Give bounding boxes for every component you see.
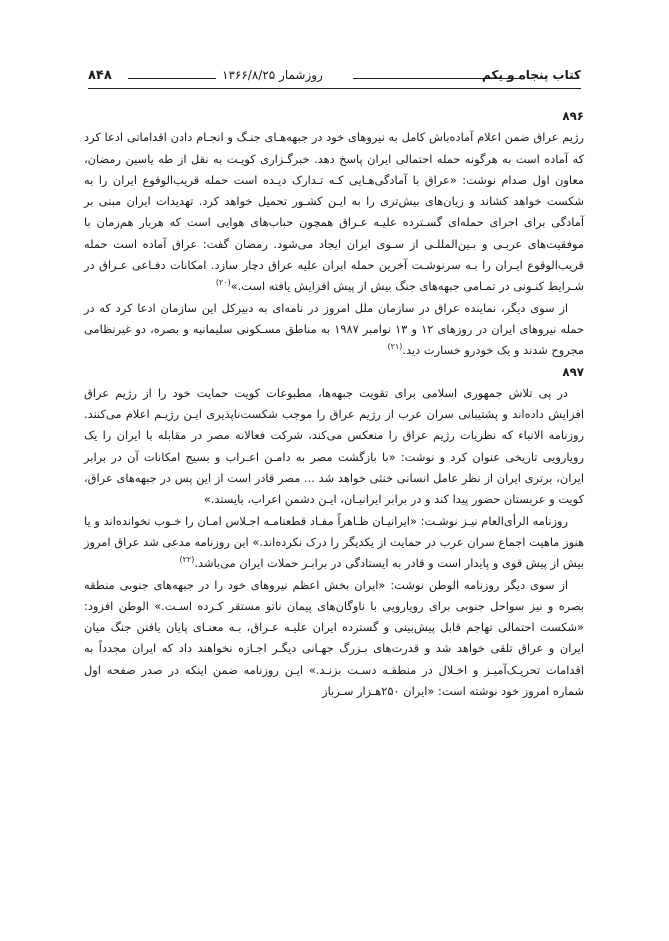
paragraph-text: از سوی دیگر، نماینده عراق در سازمان ملل امروز در نامه‌ای به دبیرکل این سازمان ادعا کرد که در حمله نیروهای ایران در روزهای ۱۲ و ۱۳ نوامبر ۱۹۸۷ به مناطق مسـکونی سلیمانیه و بصره، دو غیرنظامی مجروح شدند و یک خودرو خسارت دید. — [84, 300, 584, 358]
paragraph — [84, 127, 584, 297]
paragraph — [84, 575, 584, 703]
page-header — [88, 68, 581, 90]
page-number: ۸۴۸ — [88, 68, 112, 83]
footnote-ref: (۲۰) — [215, 278, 231, 288]
footnote-ref: (۲۲) — [179, 555, 195, 565]
entry-number: ۸۹۶ — [562, 109, 584, 123]
paragraph — [84, 383, 584, 511]
entry-section — [84, 106, 584, 362]
paragraph-text: از سوی دیگر روزنامه الوطن نوشت: «ایران بخش اعظم نیروهای خود را در جبهه‌های جنوبی منطقه بصره و نیز سواحل جنوبی برای رویارویی با ناوگان‌های پیمان ناتو مستقر کـرده اسـت.» الوطن افزود: «شکست احتمالی تهاجم قابل پیش‌بینی و گسترده ایران علیـه عـراق، بـه معنـای پایان یافتن جنگ میان ایران و عراق تلقی خواهد شد و قدرت‌های بـزرگ جهـانی دیگـر اجـازه نخواهند داد که ایران مجدداً به اقدامات تحریـک‌آمیـز و اخـلال در منطقـه دسـت بزنـد.» ایـن روزنامه ضمن اینکه در صدر صفحه اول شماره امروز خود نوشته است: «ایران ۲۵۰هـزار سـرباز — [84, 577, 584, 699]
footnote-ref: (۲۱) — [387, 342, 403, 352]
paragraph-text: روزنامه الرأی‌العام نیـز نوشـت: «ایرانیـان ظـاهراً مفـاد قطعنامـه اجـلاس امـان را خـوب نخوانده‌اند و یا هنوز ماهیت اجماع سران عرب در حمایت از یکدیگر را درک نکرده‌اند.» این روزنامه مدعی شد عراق امروز بیش از پیش قوی و پایدار است و قادر به ایستادگی در برابـر حملات ایران می‌باشد. — [84, 513, 584, 571]
paragraph-text: در پی تلاش جمهوری اسلامی برای تقویت جبهه‌ها، مطبوعات کویت حمایت خود را از رژیم عراق افزایش داده‌اند و پشتیبانی سران عرب از رژیم عراق را موجب شکست‌ناپذیری ایـن رژیـم اعلام می‌کنند. روزنامه الانباء که نظریات رژیم عراق را منعکس می‌کند، شرکت فعالانه مصر در مقابله با ایران را یک رویارویی تاریخی عنوان کرد و نوشت: «با بازگشت مصر به دامـن اعـراب و بسیج امکانات آن در برابر ایران، برتری ایران از نظر عامل انسانی خنثی خواهد شد ... مصر قادر است از این پس در جبهه‌های عراق، کویت و عربستان حضور پیدا کند و در برابر ایرانیـان، ایـن دشمن اعراب، بایستد.» — [84, 385, 584, 507]
paragraph — [84, 298, 584, 362]
entry-section — [84, 362, 584, 703]
entry-number: ۸۹۷ — [562, 364, 584, 379]
date-line: روزشمار ۱۳۶۶/۸/۲۵ — [222, 68, 323, 82]
page-body — [84, 106, 584, 702]
header-divider — [88, 88, 581, 89]
header-rule-left — [128, 78, 216, 79]
book-title: کتاب پنجاه و یکم — [482, 68, 581, 82]
paragraph — [84, 511, 584, 575]
paragraph-text: رژیم عراق ضمن اعلام آماده‌باش کامل به نیروهای خود در جبهه‌هـای جنـگ و انجـام دادن اقداماتی ادعا کرد که آماده است به هرگونه حمله احتمالی ایران پاسخ دهد. خبرگـزاری کویـت به نقل از طه یاسین رمضان، معاون اول صدام نوشت: «عراق با آمادگی‌هـایی کـه تـدارک دیـده است حمله قریب‌الوقوع ایران را به شکست خواهد کشاند و زیان‌های بیش‌تری را به ایـن کشـور تحمیل خواهد کرد. تهدیدات ایران مبنی بر آمادگی برای اجرای حمله‌ای گسـترده علیـه عـراق همچون حباب‌های هوایی است که هربار هم‌زمان با موفقیت‌های عربـی و بـین‌المللـی از سـوی ایران ایجاد می‌شود. رمضان گفت: عراق آماده است حمله قریب‌الوقوع ایـران را بـه سرنوشـت آخرین حمله ایران علیه عراق دچار سازد. امکانات دفـاعی عـراق در شـرایط کنـونی در تمـامی جبهه‌های جنگ بیش از پیش افزایش یافته است.» — [84, 130, 584, 294]
